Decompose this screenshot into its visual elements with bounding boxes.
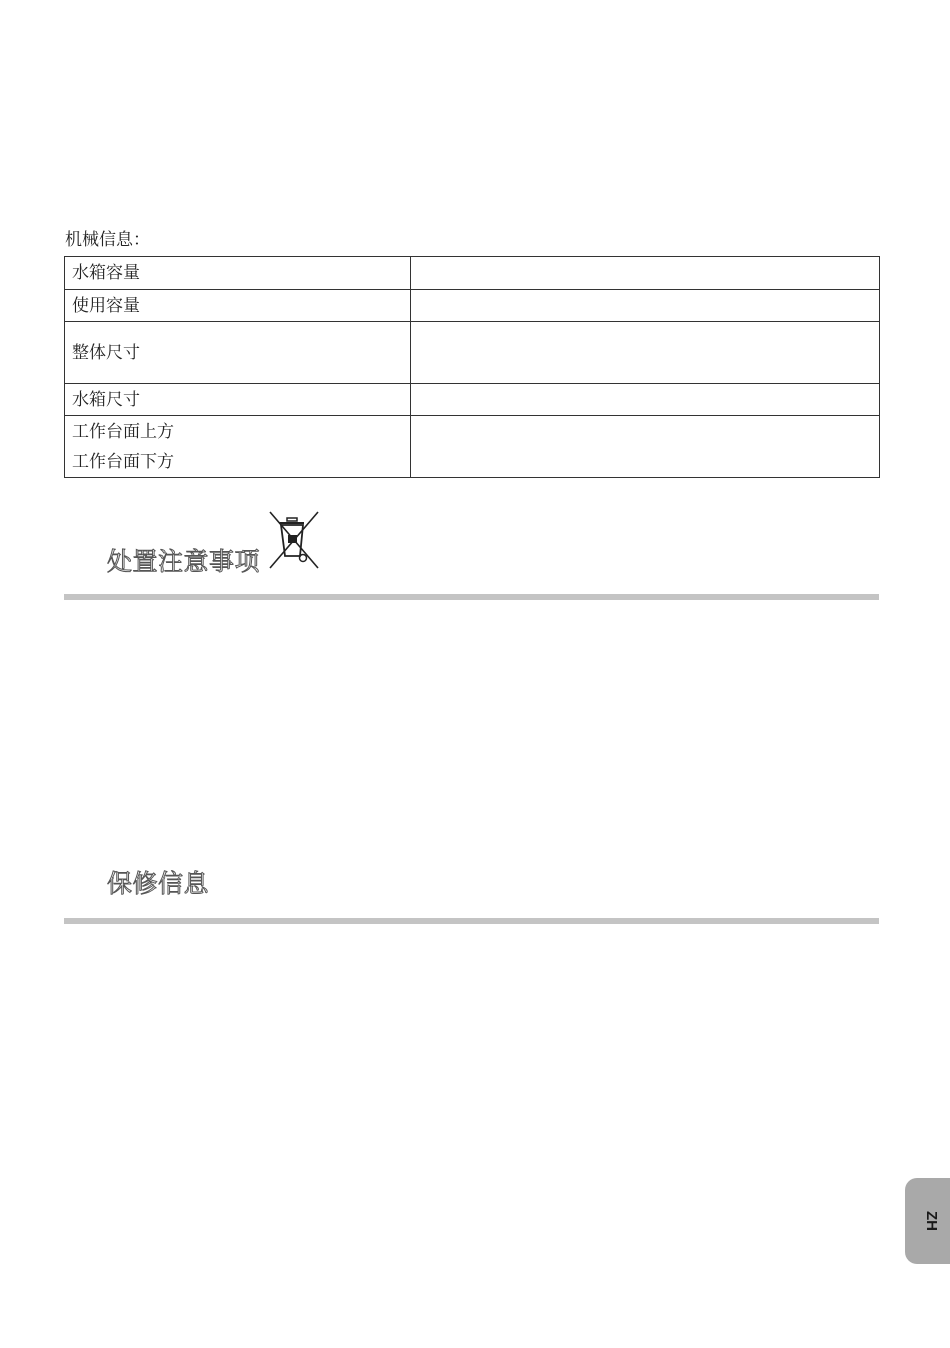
section-divider [64,918,879,924]
worktop-position-label [65,416,411,478]
tank-capacity-value [411,257,880,290]
usable-capacity-value [411,290,880,322]
crossed-out-wheelie-bin-icon [266,509,322,571]
section-divider [64,594,879,600]
table-row [65,416,880,478]
below-worktop-label: 工作台面下方 [72,451,174,472]
table-row [65,384,880,416]
warranty-section-title: 保修信息 [107,869,210,898]
usable-capacity-label: 使用容量 [65,290,411,322]
overall-dimensions-label: 整体尺寸 [65,322,411,384]
machine-info-table [64,256,880,478]
tank-dimensions-label: 水箱尺寸 [65,384,411,416]
overall-dimensions-value [411,322,880,384]
table-row [65,290,880,322]
table-row [65,322,880,384]
table-row [65,257,880,290]
disposal-section-title: 处置注意事项 [107,547,261,576]
machine-info-caption: 机械信息： [65,230,150,250]
above-worktop-label: 工作台面上方 [72,421,174,442]
tank-capacity-label: 水箱容量 [65,257,411,290]
tank-dimensions-value [411,384,880,416]
language-tab-label: ZH [923,1211,940,1231]
worktop-position-value [411,416,880,478]
